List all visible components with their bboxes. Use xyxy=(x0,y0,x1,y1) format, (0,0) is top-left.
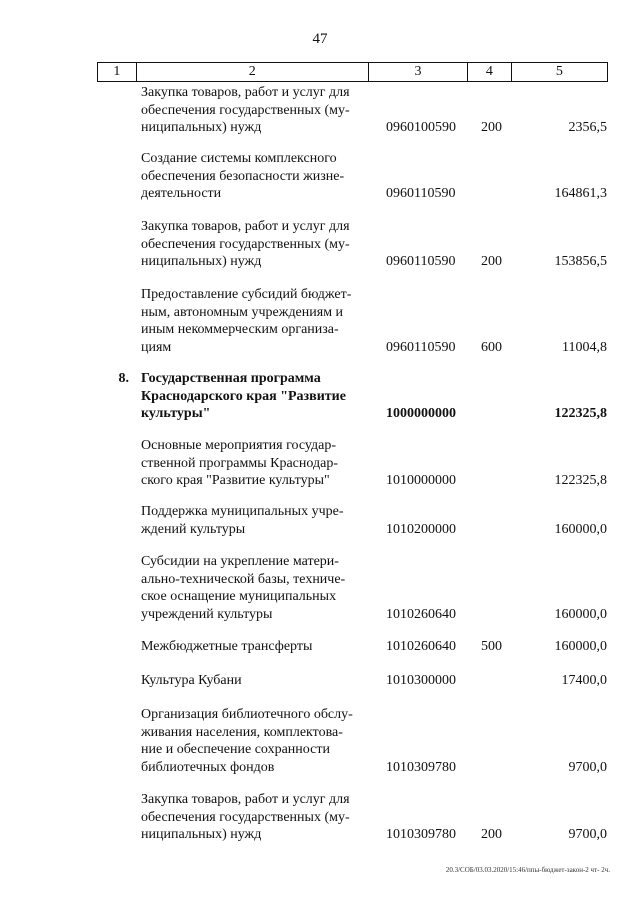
row-name: Предоставление субсидий бюджет- ным, автономным учреждениям и иным некоммерческим организа- циям xyxy=(141,287,352,355)
row-type: 200 xyxy=(481,120,502,135)
table-row xyxy=(97,84,607,137)
table-row xyxy=(97,503,607,538)
row-code: 1010260640 xyxy=(386,606,456,622)
header-col-4: 4 xyxy=(468,63,512,81)
header-col-3: 3 xyxy=(369,63,468,81)
row-sum: 9700,0 xyxy=(568,759,607,775)
row-type: 200 xyxy=(481,827,502,842)
row-code: 1000000000 xyxy=(386,406,456,421)
row-name: Межбюджетные трансферты xyxy=(141,639,313,654)
page-number: 47 xyxy=(312,31,328,47)
row-name: Закупка товаров, работ и услуг для обеспечения государственных (му- ниципальных) нужд xyxy=(141,219,350,269)
footer-stamp: 20.3/СОБ/03.03.2020/15:46/ппы-бюджет-закон-2 чт- 2ч. xyxy=(445,866,610,874)
row-sum: 2356,5 xyxy=(568,120,607,135)
row-sum: 160000,0 xyxy=(554,639,607,654)
row-sum: 160000,0 xyxy=(554,521,607,537)
row-name: Организация библиотечного обслу- живания населения, комплектова- ние и обеспечение сохранности библиотечных фондов xyxy=(141,707,353,775)
row-name: Основные мероприятия государ- ственной программы Краснодар- ского края "Развитие культуры" xyxy=(141,438,338,488)
row-code: 1010000000 xyxy=(386,473,456,488)
row-type: 600 xyxy=(481,339,502,355)
table-row xyxy=(97,706,607,776)
row-name: Культура Кубани xyxy=(141,673,242,688)
table-row xyxy=(97,638,607,656)
row-name: Создание системы комплексного обеспечения безопасности жизне- деятельности xyxy=(141,151,345,201)
table-row xyxy=(97,370,607,423)
row-code: 1010300000 xyxy=(386,673,456,688)
row-sum: 122325,8 xyxy=(554,406,607,421)
row-sum: 153856,5 xyxy=(554,254,607,269)
table-row xyxy=(97,791,607,844)
table-row xyxy=(97,437,607,490)
row-code: 1010309780 xyxy=(386,827,456,842)
row-code: 1010260640 xyxy=(386,639,456,654)
table-row xyxy=(97,218,607,271)
row-number: 8. xyxy=(118,371,129,386)
row-sum: 164861,3 xyxy=(554,186,607,201)
header-col-5: 5 xyxy=(555,64,563,79)
row-code: 0960100590 xyxy=(386,120,456,135)
header-col-1: 1 xyxy=(98,63,137,81)
table-row xyxy=(97,672,607,690)
row-code: 0960110590 xyxy=(386,186,456,201)
row-name: Государственная программа Краснодарского края "Развитие культуры" xyxy=(141,371,346,421)
row-code: 1010309780 xyxy=(386,759,456,775)
row-type: 500 xyxy=(481,639,502,654)
table-row xyxy=(97,286,607,356)
row-name: Закупка товаров, работ и услуг для обеспечения государственных (му- ниципальных) нужд xyxy=(141,85,350,135)
row-type: 200 xyxy=(481,254,502,269)
row-sum: 17400,0 xyxy=(561,673,607,688)
row-name: Поддержка муниципальных учре- ждений культуры xyxy=(141,504,344,537)
row-sum: 122325,8 xyxy=(554,473,607,488)
row-code: 0960110590 xyxy=(386,254,456,269)
table-row xyxy=(97,150,607,203)
table-row xyxy=(97,553,607,623)
row-code: 1010200000 xyxy=(386,521,456,537)
row-name: Закупка товаров, работ и услуг для обеспечения государственных (му- ниципальных) нужд xyxy=(141,792,350,842)
row-sum: 9700,0 xyxy=(568,827,607,842)
header-col-2: 2 xyxy=(137,63,369,81)
row-sum: 11004,8 xyxy=(562,339,607,355)
row-code: 0960110590 xyxy=(386,339,456,355)
row-sum: 160000,0 xyxy=(554,606,607,622)
row-name: Субсидии на укрепление матери- ально-технической базы, техниче- ское оснащение муниципальных учреждений культуры xyxy=(141,554,346,622)
table-header xyxy=(97,62,608,82)
